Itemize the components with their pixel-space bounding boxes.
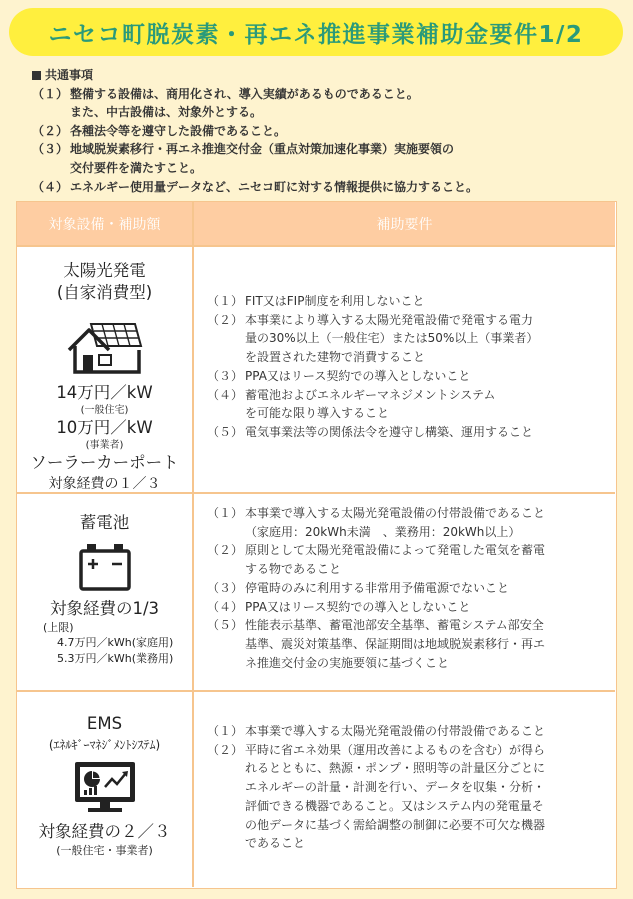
header-requirements: 補助要件 [376,216,433,233]
battery-cell [17,512,192,667]
battery-expense: 対象経費の1/3 [49,599,160,618]
solar-subtitle: (自家消費型) [56,283,153,302]
requirement-item: （５） 電気事業法等の関係法令を遵守し構築、運用すること [207,424,534,439]
requirement-item: （１） 本事業で導入する太陽光発電設備の付帯設備であること [207,506,546,520]
monitor-chart-icon [17,759,192,821]
requirement-cont: する物であること [245,562,342,577]
requirement-cont: ネ推進交付金の実施要領に基づくこと [245,655,450,670]
requirement-item: （２） 本事業により導入する太陽光発電設備で発電する電力 [207,312,534,327]
requirement-item: （２） 平時に省エネ効果（運用改善によるものを含む）が得ら [207,742,546,757]
common-item: （１） 整備する設備は、商用化され、導入実績があるものであること。 [32,86,419,101]
common-item-cont: 交付要件を満たすこと。 [70,160,203,175]
square-bullet-icon [32,71,41,80]
battery-icon [17,542,192,598]
common-item: （４） エネルギー使用量データなど、ニセコ町に対する情報提供に協力すること。 [32,179,479,194]
row-divider [17,245,615,247]
requirement-item: （１） 本事業で導入する太陽光発電設備の付帯設備であること [207,724,546,738]
solar-amount-business: 10万円／kW [56,418,153,437]
subsidy-table [16,201,617,889]
common-item: （３） 地域脱炭素移行・再エネ推進交付金（重点対策加速化事業）実施要領の [32,142,455,157]
battery-requirements [207,504,617,672]
ems-expense: 対象経費の２／３ [38,822,171,841]
requirement-item: （１） FIT又はFIP制度を利用しないこと [207,294,425,308]
requirement-cont: を可能な限り導入すること [245,406,390,421]
ems-title: EMS [86,714,123,733]
column-divider [192,202,194,887]
requirement-item: （４） PPA又はリース契約での導入としないこと [207,599,471,614]
requirement-item: （３） PPA又はリース契約での導入としないこと [207,368,471,383]
ems-subtitle: (ｴﾈﾙｷﾞｰﾏﾈｼﾞﾒﾝﾄｼｽﾃﾑ) [48,738,161,752]
requirement-cont: を設置された建物で消費すること [245,350,426,365]
common-item: （２） 各種法令等を遵守した設備であること。 [32,123,287,138]
requirement-item: （３） 停電時のみに利用する非常用予備電源でないこと [207,580,510,595]
battery-limit-home: 4.7万円／kWh(家庭用) [57,636,174,649]
ems-requirements [207,722,617,853]
header-equipment: 対象設備・補助額 [48,216,161,233]
solar-requirements [207,292,617,442]
title-banner [9,8,623,56]
row-divider [17,690,615,692]
requirement-cont: の他データに基づく需給調整の制御に必要不可欠な機器 [245,817,546,832]
common-heading: 共通事項 [32,66,628,85]
common-requirements [32,66,628,196]
requirement-item: （４） 蓄電池およびエネルギーマネジメントシステム [207,387,496,402]
requirement-cont: れるとともに、熱源・ポンプ・照明等の計量区分ごとに [245,761,546,776]
requirement-item: （５） 性能表示基準、蓄電池部安全基準、蓄電システム部安全 [207,618,544,633]
battery-title: 蓄電池 [79,513,130,532]
requirement-item: （２） 原則として太陽光発電設備によって発電した電気を蓄電 [207,543,546,558]
common-item-cont: また、中古設備は、対象外とする。 [70,105,263,120]
battery-limit-business: 5.3万円／kWh(業務用) [57,652,174,665]
solar-carport-expense: 対象経費の１／３ [48,476,161,492]
solar-amount-home-note: (一般住宅) [80,405,129,416]
requirement-cont: であること [245,836,306,851]
requirement-cont: 基準、震災対策基準、保証期間は地域脱炭素移行・再エ [245,636,546,651]
solar-amount-home: 14万円／kW [56,383,153,402]
table-header [17,202,615,245]
page-title: ニセコ町脱炭素・再エネ推進事業補助金要件1/2 [48,21,584,48]
solar-cell [17,260,192,494]
battery-limit: (上限) 4.7万円／kWh(家庭用) 5.3万円／kWh(業務用) [17,620,192,667]
requirement-cont: 評価できる機器であること。又はシステム内の発電量そ [245,798,544,813]
requirement-cont: 量の30%以上（一般住宅）または50%以上（事業者） [245,331,539,346]
requirement-cont: （家庭用：20kWh未満 、業務用：20kWh以上） [245,524,521,539]
requirement-cont: エネルギーの計量・計測を行い、データを収集・分析・ [245,780,546,795]
solar-amount-business-note: (事業者) [85,440,124,451]
house-solar-panel-icon [17,310,192,382]
solar-title: 太陽光発電 [63,261,146,280]
ems-note: (一般住宅・事業者) [56,844,153,857]
solar-carport: ソーラーカーポート [30,453,179,472]
ems-cell [17,713,192,859]
